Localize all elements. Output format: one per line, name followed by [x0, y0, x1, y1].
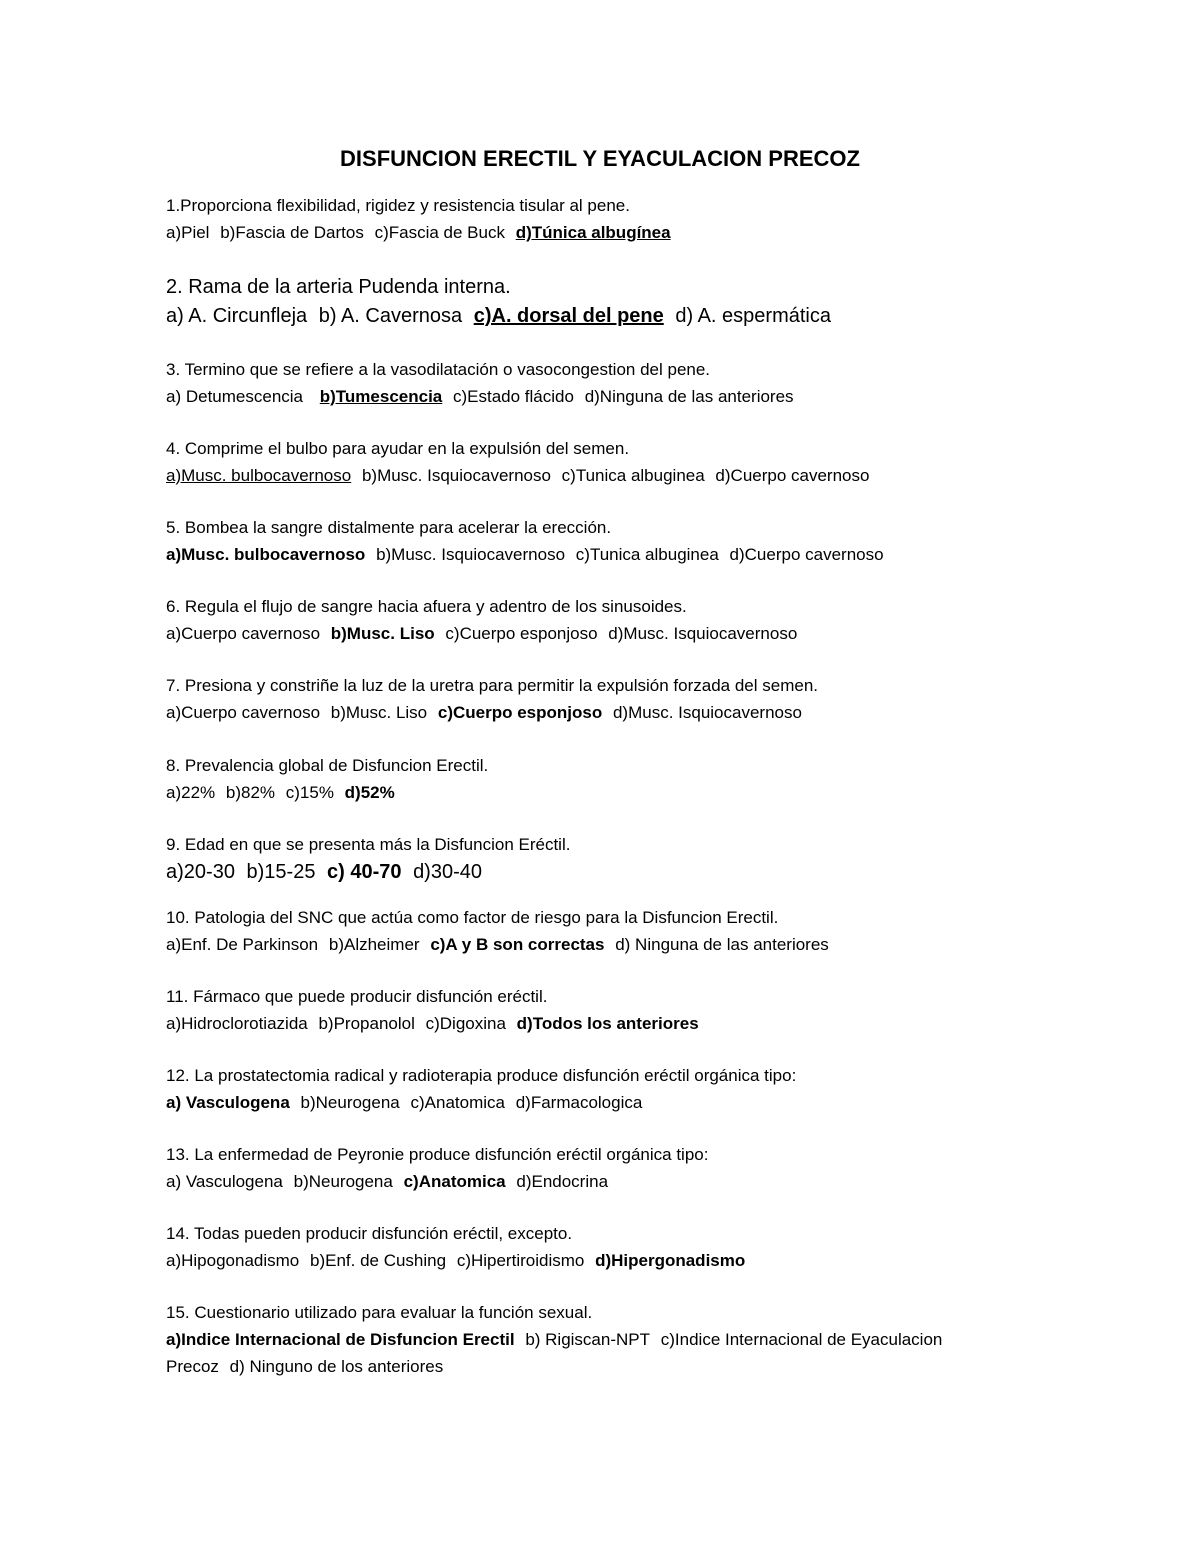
- question-14: 14. Todas pueden producir disfunción eréctil, excepto.: [166, 1224, 573, 1243]
- option-12d: d)Farmacologica: [515, 1093, 643, 1112]
- option-13a: a) Vasculogena: [166, 1172, 283, 1191]
- option-8a: a)22%: [166, 783, 216, 802]
- option-4b: b)Musc. Isquiocavernoso: [361, 466, 551, 485]
- answers-5: [166, 544, 884, 566]
- option-1a: a)Piel: [166, 223, 210, 242]
- option-2c-correct: c)A. dorsal del pene: [473, 305, 664, 327]
- option-15b: b) Rigiscan-NPT: [525, 1330, 651, 1349]
- option-10c-correct: c)A y B son correctas: [430, 935, 605, 954]
- option-8d-correct: d)52%: [344, 783, 395, 802]
- option-5b: b)Musc. Isquiocavernoso: [376, 545, 566, 564]
- option-9d: d)30-40: [413, 861, 482, 883]
- option-10b: b)Alzheimer: [328, 935, 420, 954]
- answers-9: [166, 859, 482, 885]
- option-4a-correct: a)Musc. bulbocavernoso: [166, 466, 352, 485]
- option-3b-correct: b)Tumescencia: [319, 387, 443, 406]
- option-4c: c)Tunica albuginea: [561, 466, 705, 485]
- option-1b: b)Fascia de Dartos: [220, 223, 364, 242]
- answers-15: [166, 1329, 942, 1351]
- question-9: 9. Edad en que se presenta más la Disfuncion Eréctil.: [166, 835, 571, 854]
- option-7c-correct: c)Cuerpo esponjoso: [437, 703, 603, 722]
- option-14a: a)Hipogonadismo: [166, 1251, 300, 1270]
- answers-6: [166, 623, 797, 645]
- answers-4: [166, 465, 869, 487]
- answers-15-continued: [166, 1356, 443, 1378]
- option-15a-correct: a)Indice Internacional de Disfuncion Erectil: [166, 1330, 515, 1349]
- answers-11: [166, 1013, 699, 1035]
- option-6d: d)Musc. Isquiocavernoso: [608, 624, 798, 643]
- option-15c: c)Indice Internacional de Eyaculacion: [660, 1330, 943, 1349]
- answers-13: [166, 1171, 608, 1193]
- option-6a: a)Cuerpo cavernoso: [166, 624, 321, 643]
- answers-14: [166, 1250, 745, 1272]
- question-6: 6. Regula el flujo de sangre hacia afuera y adentro de los sinusoides.: [166, 597, 687, 616]
- option-9a: a)20-30: [166, 861, 235, 883]
- option-11c: c)Digoxina: [425, 1014, 506, 1033]
- option-12c: c)Anatomica: [410, 1093, 505, 1112]
- answers-2: [166, 303, 831, 329]
- option-14d-correct: d)Hipergonadismo: [595, 1251, 746, 1270]
- option-11d-correct: d)Todos los anteriores: [516, 1014, 699, 1033]
- answers-3: [166, 386, 794, 408]
- option-13c-correct: c)Anatomica: [403, 1172, 506, 1191]
- answers-10: [166, 934, 829, 956]
- option-10d: d) Ninguna de las anteriores: [615, 935, 829, 954]
- option-3a: a) Detumescencia: [166, 387, 304, 406]
- question-1: 1.Proporciona flexibilidad, rigidez y resistencia tisular al pene.: [166, 196, 630, 215]
- answers-12: [166, 1092, 642, 1114]
- option-3c: c)Estado flácido: [453, 387, 574, 406]
- option-1d-correct: d)Túnica albugínea: [515, 223, 671, 242]
- question-13: 13. La enfermedad de Peyronie produce disfunción eréctil orgánica tipo:: [166, 1145, 709, 1164]
- option-13d: d)Endocrina: [516, 1172, 609, 1191]
- option-6b-correct: b)Musc. Liso: [330, 624, 435, 643]
- option-10a: a)Enf. De Parkinson: [166, 935, 319, 954]
- question-7: 7. Presiona y constriñe la luz de la uretra para permitir la expulsión forzada del semen.: [166, 676, 819, 695]
- option-5c: c)Tunica albuginea: [575, 545, 719, 564]
- option-8b: b)82%: [225, 783, 276, 802]
- option-2d: d) A. espermática: [675, 305, 831, 327]
- option-7a: a)Cuerpo cavernoso: [166, 703, 321, 722]
- option-12a-correct: a) Vasculogena: [166, 1093, 290, 1112]
- option-6c: c)Cuerpo esponjoso: [445, 624, 598, 643]
- page-title: DISFUNCION ERECTIL Y EYACULACION PRECOZ: [340, 146, 860, 171]
- option-9b: b)15-25: [246, 861, 316, 883]
- question-2: 2. Rama de la arteria Pudenda interna.: [166, 276, 511, 298]
- option-15d: d) Ninguno de los anteriores: [229, 1357, 444, 1376]
- option-7b: b)Musc. Liso: [330, 703, 428, 722]
- question-15: 15. Cuestionario utilizado para evaluar la función sexual.: [166, 1303, 593, 1322]
- option-11b: b)Propanolol: [318, 1014, 415, 1033]
- question-4: 4. Comprime el bulbo para ayudar en la expulsión del semen.: [166, 439, 630, 458]
- question-12: 12. La prostatectomia radical y radioterapia produce disfunción eréctil orgánica tipo:: [166, 1066, 797, 1085]
- option-11a: a)Hidroclorotiazida: [166, 1014, 308, 1033]
- option-14b: b)Enf. de Cushing: [309, 1251, 447, 1270]
- option-4d: d)Cuerpo cavernoso: [715, 466, 870, 485]
- answers-7: [166, 702, 802, 724]
- option-5d: d)Cuerpo cavernoso: [729, 545, 884, 564]
- answers-1: [166, 222, 671, 244]
- option-7d: d)Musc. Isquiocavernoso: [612, 703, 802, 722]
- question-10: 10. Patologia del SNC que actúa como factor de riesgo para la Disfuncion Erectil.: [166, 908, 779, 927]
- answers-8: [166, 782, 395, 804]
- option-15c-continued: Precoz: [166, 1357, 219, 1376]
- option-12b: b)Neurogena: [300, 1093, 400, 1112]
- option-2b: b) A. Cavernosa: [318, 305, 463, 327]
- option-2a: a) A. Circunfleja: [166, 305, 308, 327]
- option-14c: c)Hipertiroidismo: [456, 1251, 585, 1270]
- option-3d: d)Ninguna de las anteriores: [584, 387, 794, 406]
- option-8c: c)15%: [285, 783, 334, 802]
- option-1c: c)Fascia de Buck: [374, 223, 505, 242]
- option-13b: b)Neurogena: [293, 1172, 393, 1191]
- option-9c-correct: c) 40-70: [327, 861, 402, 883]
- question-8: 8. Prevalencia global de Disfuncion Erectil.: [166, 756, 489, 775]
- option-5a-correct: a)Musc. bulbocavernoso: [166, 545, 366, 564]
- question-5: 5. Bombea la sangre distalmente para acelerar la erección.: [166, 518, 612, 537]
- question-3: 3. Termino que se refiere a la vasodilatación o vasocongestion del pene.: [166, 360, 711, 379]
- question-11: 11. Fármaco que puede producir disfunción eréctil.: [166, 987, 548, 1006]
